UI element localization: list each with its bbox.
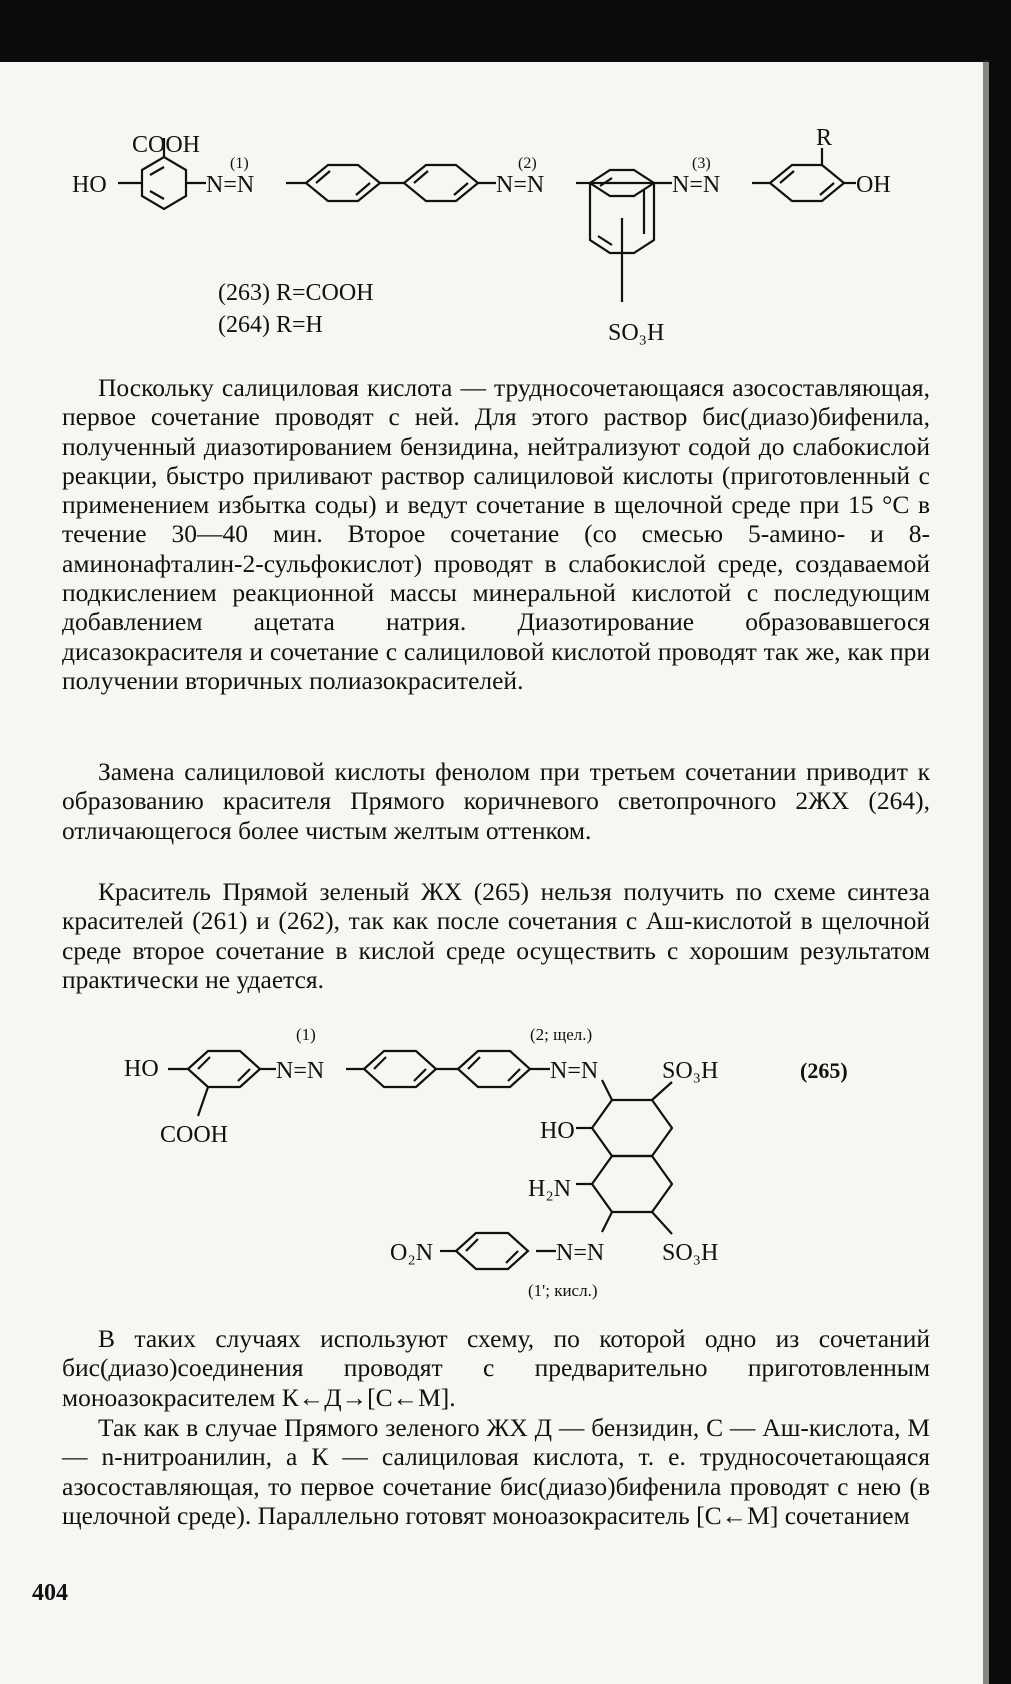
ho-naphthalene: HO	[540, 1118, 575, 1144]
azo-3-label: (3)	[692, 155, 711, 172]
h2n-naphthalene: H₂N	[528, 1176, 572, 1202]
azo-3: N=N	[556, 1240, 605, 1266]
azo-1-label: (1)	[296, 1025, 316, 1044]
compound-number-265: (265)	[800, 1058, 848, 1083]
so3h-bottom: SO₃H	[662, 1240, 719, 1266]
paragraph-3: Краситель Прямой зеленый ЖХ (265) нельзя получить по схеме синтеза красителей (261) и (262), так как после сочетания с Аш-кислотой в щелочной среде второе сочетание в кислой среде осуществить с хорошим результатом практически не удается.	[62, 877, 930, 994]
structure-263-264	[0, 0, 980, 350]
o2n-label: O₂N	[390, 1240, 434, 1266]
scan-right-shadow	[983, 60, 989, 1684]
caption-264: (264) R=H	[218, 312, 323, 338]
caption-263: (263) R=COOH	[218, 280, 374, 306]
r-label: R	[816, 125, 833, 151]
azo-2-label: (2)	[518, 155, 537, 172]
cooh-left: COOH	[160, 1122, 229, 1148]
azo-2: N=N	[496, 172, 545, 198]
azo-3-label: (1'; кисл.)	[528, 1281, 598, 1300]
cooh-label: COOH	[132, 132, 201, 158]
so3h-top: SO₃H	[662, 1058, 719, 1084]
ho-left: HO	[124, 1056, 159, 1082]
paragraph-1: Поскольку салициловая кислота — трудносочетающаяся азосоставляющая, первое сочетание проводят с ней. Для этого раствор бис(диазо)бифенила, полученный диазотированием бензидина, нейтрализуют содой до слабокислой реакции, быстро приливают раствор салициловой кислоты (приготовленный с применением избытка соды) и ведут сочетание в щелочной среде при 15 °С в течение 30—40 мин. Второе сочетание (со смесью 5-амино- и 8-аминонафталин-2-сульфокислот) проводят в слабокислой среде, создаваемой подкислением реакционной массы минеральной кислотой с последующим добавлением ацетата натрия. Диазотирование образовавшегося дисазокрасителя и сочетание с салициловой кислотой проводят так же, как при получении вторичных полиазокрасителей.	[62, 373, 930, 695]
azo-2: N=N	[550, 1058, 599, 1084]
so3h-label: SO₃H	[608, 320, 665, 346]
paragraph-5: Так как в случае Прямого зеленого ЖХ Д — бензидин, С — Аш-кислота, М — n-нитроанилин, а К — салициловая кислота, т. е. трудносочетающаяся азосоставляющая, то первое сочетание бис(диазо)бифенила проводят с нею (в щелочной среде). Параллельно готовят моноазокраситель [С←М] сочетанием	[62, 1413, 930, 1530]
scan-right-border	[989, 0, 1011, 1684]
ho-label: HO	[72, 172, 107, 198]
oh-label: OH	[856, 172, 891, 198]
azo-1-label: (1)	[230, 155, 249, 172]
structure-265	[0, 1020, 980, 1320]
paragraph-4: В таких случаях используют схему, по которой одно из сочетаний бис(диазо)соединения проводят с предварительно приготовленным моноазокрасителем К←Д→[С←М].	[62, 1324, 930, 1412]
azo-3: N=N	[672, 172, 721, 198]
azo-1: N=N	[206, 172, 255, 198]
page-number: 404	[32, 1580, 68, 1606]
azo-2-label: (2; щел.)	[530, 1025, 593, 1044]
azo-1: N=N	[276, 1058, 325, 1084]
paragraph-2: Замена салициловой кислоты фенолом при третьем сочетании приводит к образованию красителя Прямого коричневого светопрочного 2ЖХ (264), отличающегося более чистым желтым оттенком.	[62, 757, 930, 845]
